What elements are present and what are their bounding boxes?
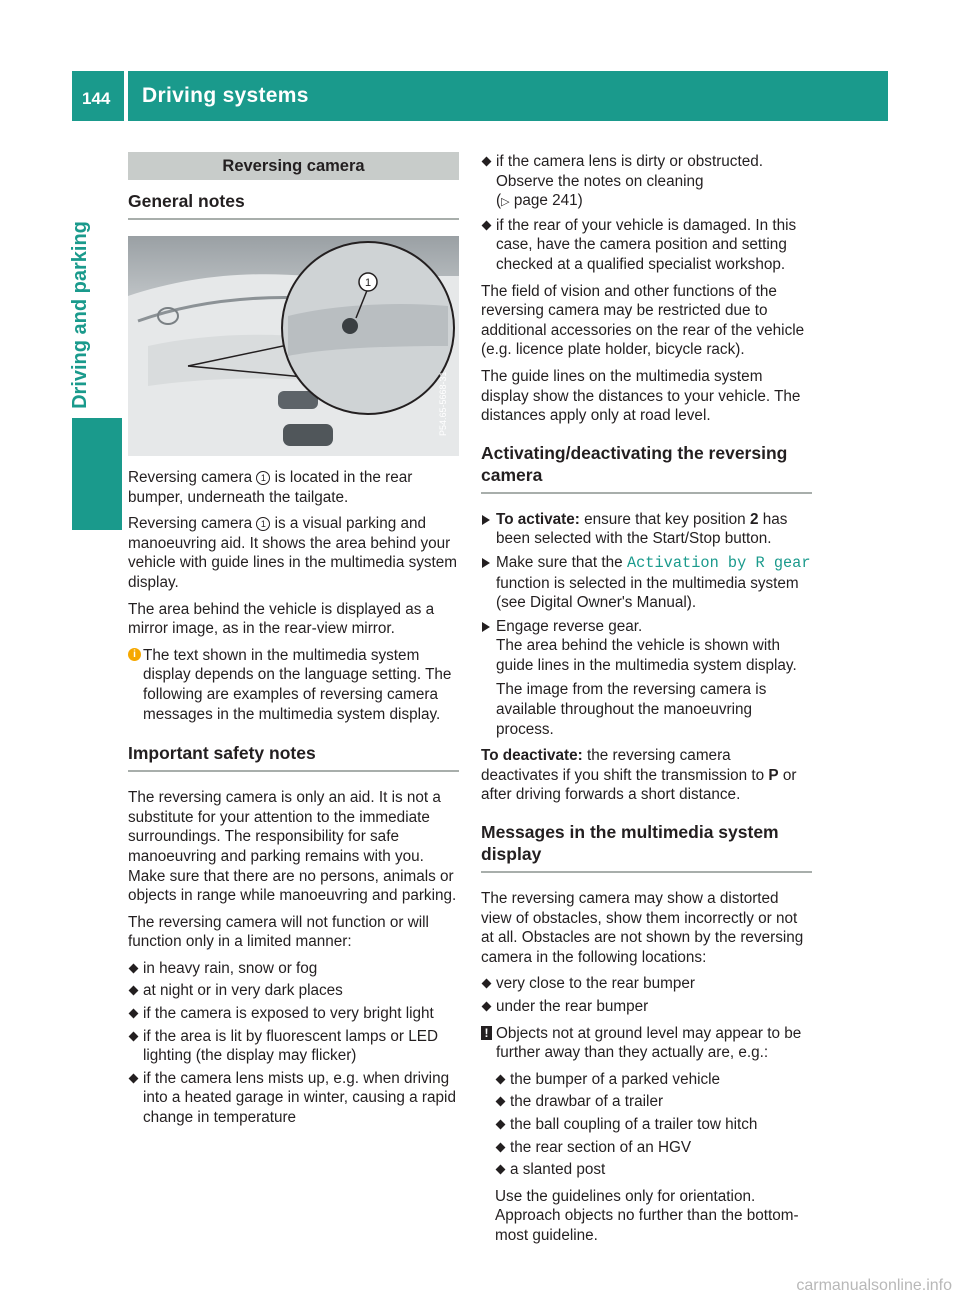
page-reference-link[interactable]: page 241) (513, 192, 583, 210)
callout-ref-icon: 1 (256, 517, 270, 531)
left-column (128, 152, 459, 1135)
chapter-title: Driving systems (142, 84, 309, 107)
paragraph: To deactivate: the reversing camera deactivates if you shift the transmission to P or after driving forwards a short distance. (481, 747, 797, 804)
activation-steps (481, 510, 812, 740)
list-item: at night or in very dark places (128, 981, 459, 1001)
step-item: Engage reverse gear. The area behind the vehicle is shown with guide lines in the multimedia system display. The image from the reversing camera is available throughout the manoeuvring process. (481, 617, 812, 740)
limitations-list (128, 959, 459, 1128)
camera-lens-icon (342, 318, 358, 334)
car-rear-illustration (128, 236, 459, 456)
page-number: 144 (82, 89, 111, 108)
side-tab-label: Driving and parking (69, 221, 91, 409)
info-note: i The text shown in the multimedia system display depends on the language setting. The following are examples of reversing camera messages in the multimedia system display. (128, 646, 459, 724)
watermark-url: carmanualsonline.info (796, 1277, 952, 1295)
hidden-obstacles-list (481, 974, 812, 1016)
paragraph: Reversing camera 1 is a visual parking and manoeuvring aid. It shows the area behind your vehicle with guide lines in the multimedia system display. (128, 515, 458, 591)
list-item: if the camera lens is dirty or obstructed. Observe the notes on cleaning (▷ page 241) (481, 152, 812, 213)
list-item: if the camera is exposed to very bright light (128, 1004, 459, 1024)
paragraph: The area behind the vehicle is displayed as a mirror image, as in the rear-view mirror. (128, 600, 435, 638)
list-item: under the rear bumper (481, 997, 812, 1017)
paragraph: The reversing camera is only an aid. It is not a substitute for your attention to the immediate surroundings. The responsibility for safe manoeuvring and parking remains with you. Make sure that there are no persons, animals or objects in range while manoeuvring and parking. (128, 789, 457, 905)
header-separator (124, 71, 128, 121)
reversing-camera-figure (128, 236, 459, 456)
right-column (481, 152, 812, 1253)
list-item: the bumper of a parked vehicle (495, 1070, 812, 1090)
list-item: a slanted post (495, 1160, 812, 1180)
callout-ref-icon: 1 (256, 471, 270, 485)
paragraph: The field of vision and other functions of the reversing camera may be restricted due to additional accessories on the rear of the vehicle (e.g. licence plate holder, bicycle rack). (481, 282, 805, 359)
exhaust-right-icon (283, 424, 333, 446)
list-item: if the rear of your vehicle is damaged. In this case, have the camera position and setting checked at a qualified specialist workshop. (481, 216, 812, 275)
list-item: the ball coupling of a trailer tow hitch (495, 1115, 812, 1135)
general-notes-heading: General notes (128, 190, 459, 220)
safety-heading: Important safety notes (128, 742, 459, 772)
warning-examples-list (495, 1070, 812, 1180)
side-tab-marker (72, 418, 122, 530)
list-item: if the camera lens mists up, e.g. when driving into a heated garage in winter, causing a rapid change in temperature (128, 1069, 459, 1128)
paragraph: The guide lines on the multimedia system display show the distances to your vehicle. The distances apply only at road level. (481, 367, 801, 425)
info-icon: i (128, 648, 141, 661)
section-banner: Reversing camera (128, 152, 459, 180)
list-item: very close to the rear bumper (481, 974, 812, 994)
callout-number: 1 (364, 277, 372, 289)
list-item: in heavy rain, snow or fog (128, 959, 459, 979)
step-item: To activate: ensure that key position 2 has been selected with the Start/Stop button. (481, 510, 812, 549)
list-item: the rear section of an HGV (495, 1138, 812, 1158)
list-item: if the area is lit by fluorescent lamps or LED lighting (the display may flicker) (128, 1027, 459, 1066)
warning-icon: ! (481, 1026, 492, 1040)
warning-note: ! Objects not at ground level may appear to be further away than they actually are, e.g.: (481, 1024, 812, 1063)
messages-heading: Messages in the multimedia system display (481, 821, 812, 873)
paragraph: Use the guidelines only for orientation. Approach objects no further than the bottom-most guideline. (495, 1187, 799, 1244)
list-item: the drawbar of a trailer (495, 1092, 812, 1112)
menu-function-name: Activation by R gear (626, 553, 811, 572)
limitations-list-continued (481, 152, 812, 275)
paragraph: The reversing camera will not function or will function only in a limited manner: (128, 913, 429, 951)
page-header (72, 71, 888, 121)
paragraph: The reversing camera may show a distorted view of obstacles, show them incorrectly or not at all. Obstacles are not shown by the reversing camera in the following locations: (481, 890, 804, 966)
figure-code: P54.65-5668-31 (438, 371, 448, 436)
paragraph: Reversing camera 1 is located in the rear bumper, underneath the tailgate. (128, 469, 413, 506)
activating-heading: Activating/deactivating the reversing camera (481, 442, 812, 494)
page-ref-icon: ▷ (501, 196, 510, 209)
step-item: Make sure that the Activation by R gear function is selected in the multimedia system (see Digital Owner's Manual). (481, 553, 812, 613)
